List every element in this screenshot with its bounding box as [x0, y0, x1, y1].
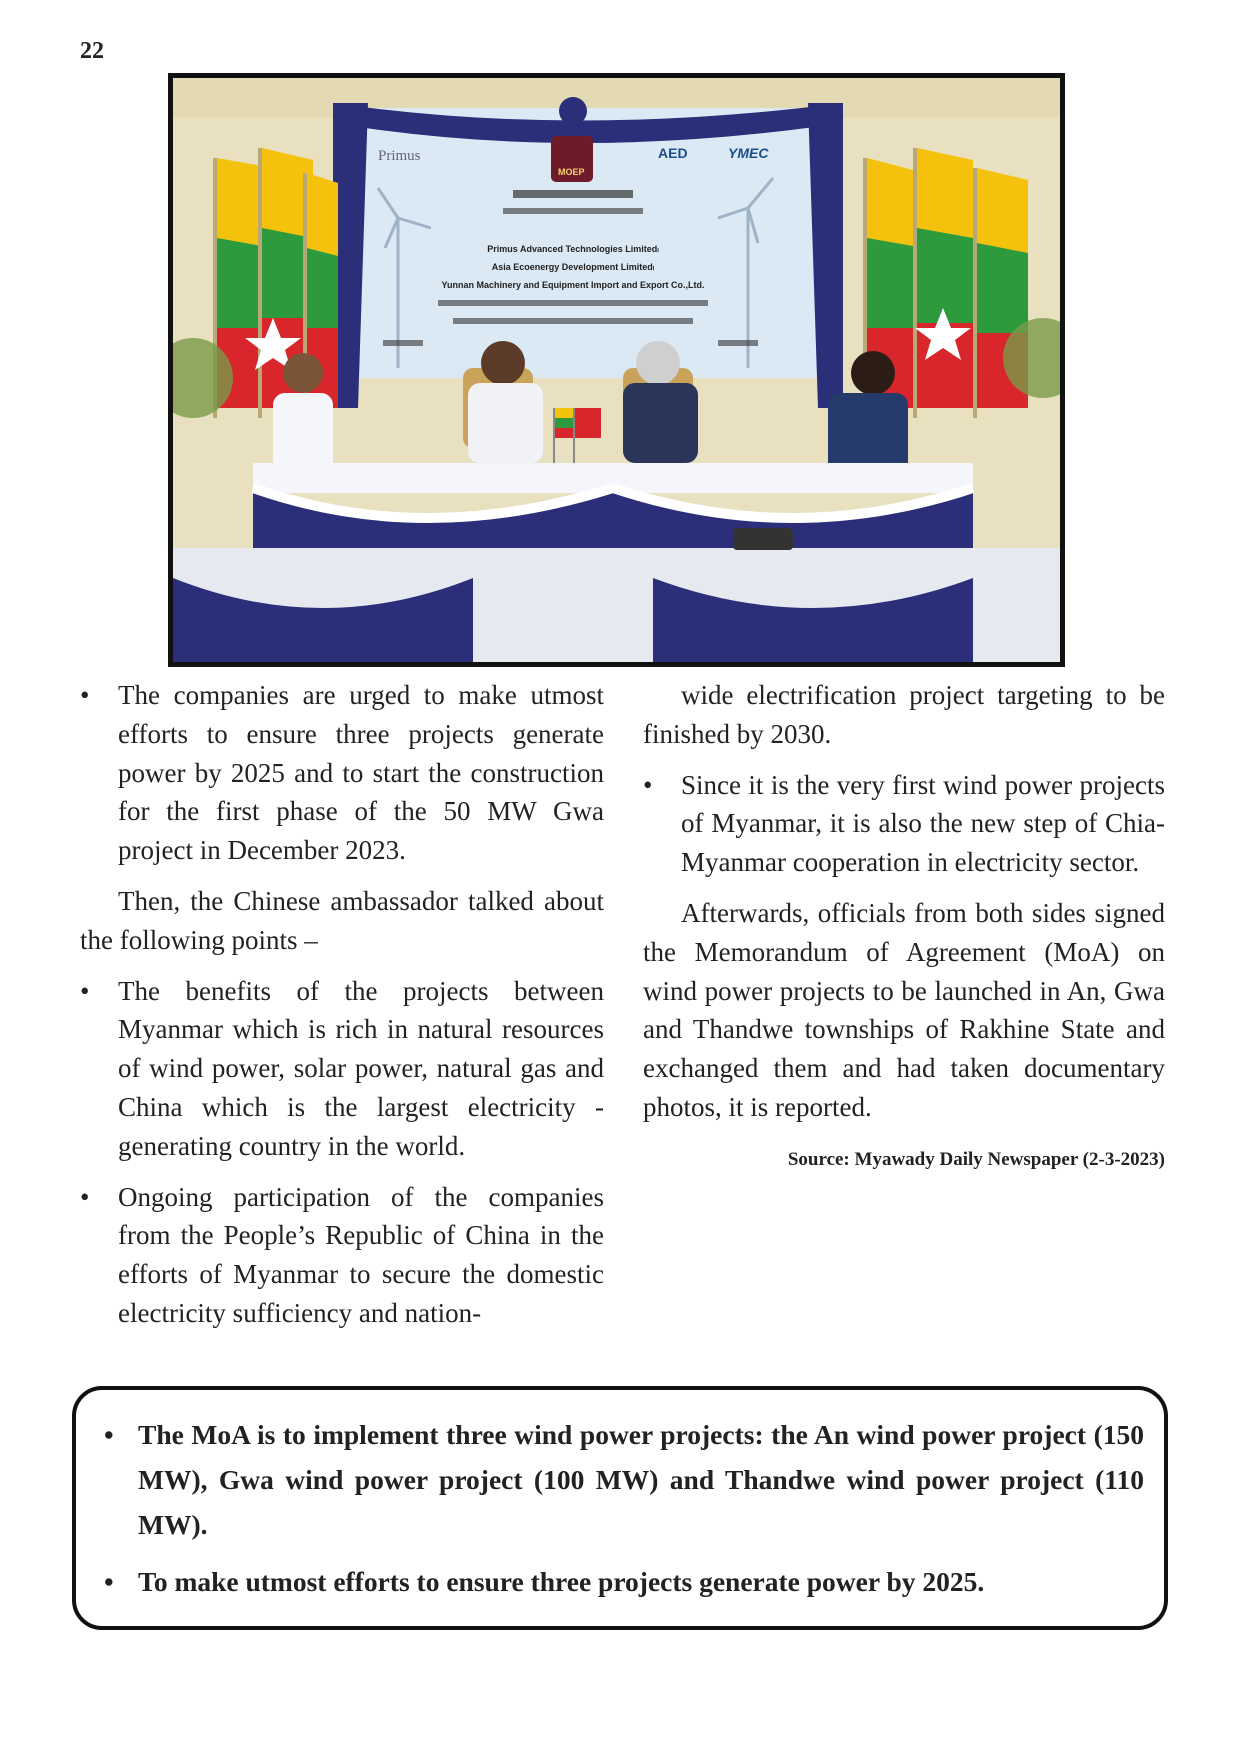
bullet-first-wind-project: • Since it is the very first wind power projects of Myanmar, it is also the new step of Chia-Myanmar cooperation in electricity sector.: [643, 766, 1165, 882]
left-column: [80, 676, 604, 1333]
aed-logo: AED: [658, 145, 688, 161]
banner-company-2: Asia Ecoenergy Development Limited၊: [491, 262, 655, 272]
moep-logo: MOEP: [558, 167, 585, 177]
summary-item-moa: • The MoA is to implement three wind power projects: the An wind power project (150 MW), Gwa wind power project (100 MW) and Thandwe wind power project (110 MW).: [98, 1412, 1144, 1547]
banner-company-3: Yunnan Machinery and Equipment Import and Export Co.,Ltd.: [441, 280, 705, 290]
bullet-benefits: • The benefits of the projects between Myanmar which is rich in natural resources of wind power, solar power, natural gas and China which is the largest electricity -generating country in the world.: [80, 972, 604, 1166]
source-citation: Source: Myawady Daily Newspaper (2-3-2023): [787, 1148, 1165, 1170]
bullet-construction-urged: • The companies are urged to make utmost efforts to ensure three projects generate power by 2025 and to start the construction for the first phase of the 50 MW Gwa project in December 2023.: [80, 676, 604, 870]
ymec-logo: YMEC: [728, 145, 769, 161]
paragraph-moa-signed: Afterwards, officials from both sides signed the Memorandum of Agreement (MoA) on wind power projects to be launched in An, Gwa and Thandwe townships of Rakhine State and exchanged them and had taken documentary photos, it is reported.: [643, 897, 1165, 1122]
bullet-participation: • Ongoing participation of the companies from the People’s Republic of China in the efforts of Myanmar to secure the domestic electricity sufficiency and nation-: [80, 1178, 604, 1333]
continuation-text: wide electrification project targeting to be finished by 2030.: [643, 680, 1165, 749]
banner-company-1: Primus Advanced Technologies Limited၊: [487, 244, 659, 254]
primus-logo: Primus: [378, 148, 421, 164]
photo-illustration: [173, 78, 1060, 662]
summary-item-power-2025: • To make utmost efforts to ensure three projects generate power by 2025.: [98, 1559, 1144, 1604]
page-number: 22: [80, 38, 104, 64]
right-column: [643, 676, 1165, 1180]
signing-ceremony-photo: [168, 73, 1065, 667]
summary-box: [72, 1386, 1168, 1630]
paragraph-ambassador: Then, the Chinese ambassador talked about the following points –: [80, 885, 604, 955]
